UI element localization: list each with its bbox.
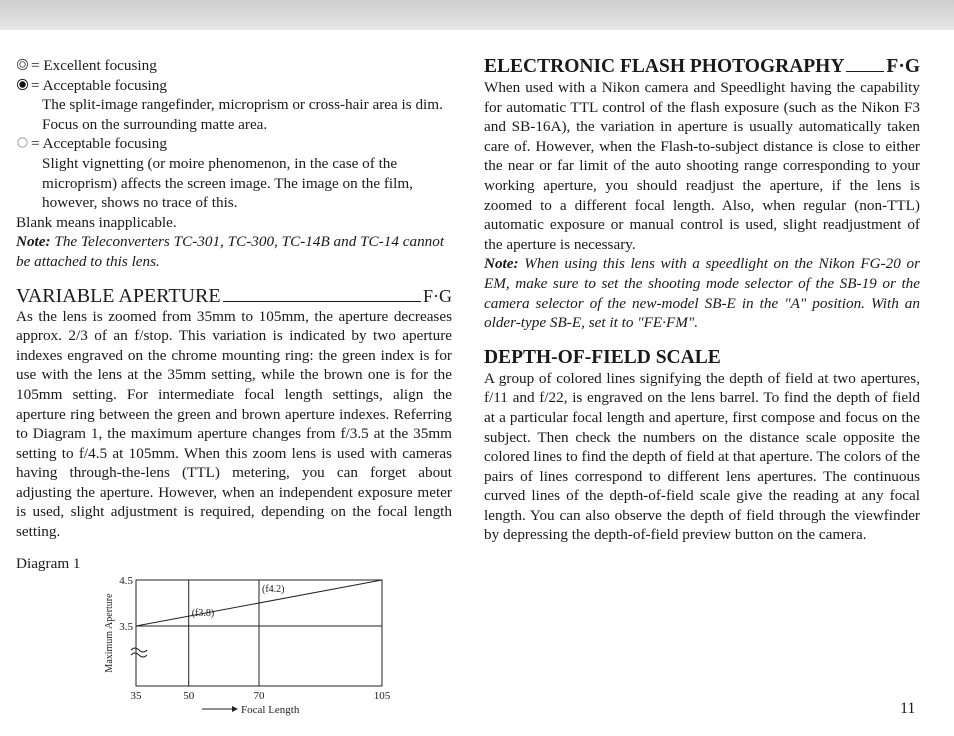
x-tick-label: 35: [130, 690, 142, 702]
point-label: (f3.8): [191, 608, 215, 620]
y-tick-label: 3.5: [119, 621, 133, 633]
axis-break-mark: [131, 653, 147, 657]
legend-acceptable-vignette: [16, 134, 452, 154]
depth-of-field-body: A group of colored lines signifying the depth of field at two apertures, f/11 and f/22, is engraved on the lens barrel. To find the depth of field at a particular focal length and aperture, first compose and focus on the subject. Then check the numbers on the distance scale opposite the colored lines to find the depth of field at that aperture. The colors of the pairs of lines correspond to different lens apertures. The continuous curved lines of the depth-of-field scale give the reading at any focal length. You can also observe the depth of field through the viewfinder by depressing the depth-of-field preview button on the camera.: [484, 369, 920, 544]
x-tick-label: 50: [183, 690, 195, 702]
variable-aperture-heading: VARIABLE APERTURE F·G: [16, 284, 452, 307]
legend-detail: The split-image rangefinder, microprism or cross-hair area is dim.: [42, 96, 443, 114]
variable-aperture-body: As the lens is zoomed from 35mm to 105mm, the aperture decreases approx. 2/3 of an f/stop. This variation is indicated by two aperture indexes engraved on the chrome mounting ring: the green index is for use with the lens at the 35mm setting, while the brown one is for the 105mm setting. For intermediate focal length settings, align the aperture ring between the green and brown aperture indexes. Referring to Diagram 1, the maximum aperture changes from f/3.5 at the 35mm setting to f/4.5 at 105mm. When this zoom lens is used with cameras having through-the-lens (TTL) metering, you can forget about adjusting the aperture. However, when an independent exposure meter is used, slight adjustment is required, depending on the focal length setting.: [16, 307, 452, 541]
diagram-1-chart: [90, 570, 410, 720]
legend-excellent: [16, 56, 452, 76]
x-axis-label: Focal Length: [241, 704, 300, 716]
filled-circle-icon: [16, 78, 29, 91]
hollow-circle-icon: [16, 136, 29, 149]
depth-of-field-heading: DEPTH-OF-FIELD SCALE: [484, 346, 721, 368]
left-column: [16, 56, 452, 573]
legend-text: = Acceptable focusing: [31, 135, 167, 153]
y-tick-label: 4.5: [119, 575, 133, 587]
point-label: (f4.2): [262, 583, 285, 595]
legend-text: = Excellent focusing: [31, 57, 157, 74]
page-number: 11: [900, 700, 916, 717]
flash-note: Note: When using this lens with a speedlight on the Nikon FG-20 or EM, make sure to set the shooting mode selector of the SB-19 or the camera selector of the new-model SB-E in the "A" position. With an older-type SB-E, set it to "FE·FM".: [484, 255, 920, 332]
right-column: [484, 56, 920, 545]
diagram-label: Diagram 1: [16, 554, 81, 572]
x-tick-label: 105: [373, 690, 391, 702]
x-axis-arrow-head: [232, 706, 238, 712]
y-axis-label: Maximum Aperture: [104, 593, 115, 673]
double-circle-icon: [16, 58, 29, 71]
electronic-flash-body: When used with a Nikon camera and Speedlight having the capability for automatic TTL control of the flash exposure (such as the Nikon F3 and SB-16A), the variation in aperture is usually automatically taken care of. However, when the Flash-to-subject distance is close to either the near or far limit of the auto shooting range corresponding to your working aperture, you should readjust the aperture, if the lens is zoomed to a different focal length. Also, when regular (non-TTL) automatic exposure or manual control is used, slight readjustment of the aperture is necessary.: [484, 79, 920, 253]
scan-top-band: [0, 0, 954, 30]
electronic-flash-heading: ELECTRONIC FLASH PHOTOGRAPHY F·G: [484, 56, 920, 77]
legend-acceptable-dim: [16, 76, 452, 96]
legend-detail: Focus on the surrounding matte area.: [42, 115, 268, 133]
legend-detail: Slight vignetting (or moire phenomenon, in the case of the microprism) affects the screen image. The image on the film, however, shows no trace of this.: [42, 154, 413, 212]
axis-break-mark: [131, 648, 147, 652]
teleconverter-note: Note: The Teleconverters TC-301, TC-300, TC-14B and TC-14 cannot be attached to this lens.: [16, 233, 445, 270]
legend-text: = Acceptable focusing: [31, 76, 167, 94]
blank-note: Blank means inapplicable.: [16, 213, 177, 231]
x-tick-label: 70: [253, 690, 265, 702]
